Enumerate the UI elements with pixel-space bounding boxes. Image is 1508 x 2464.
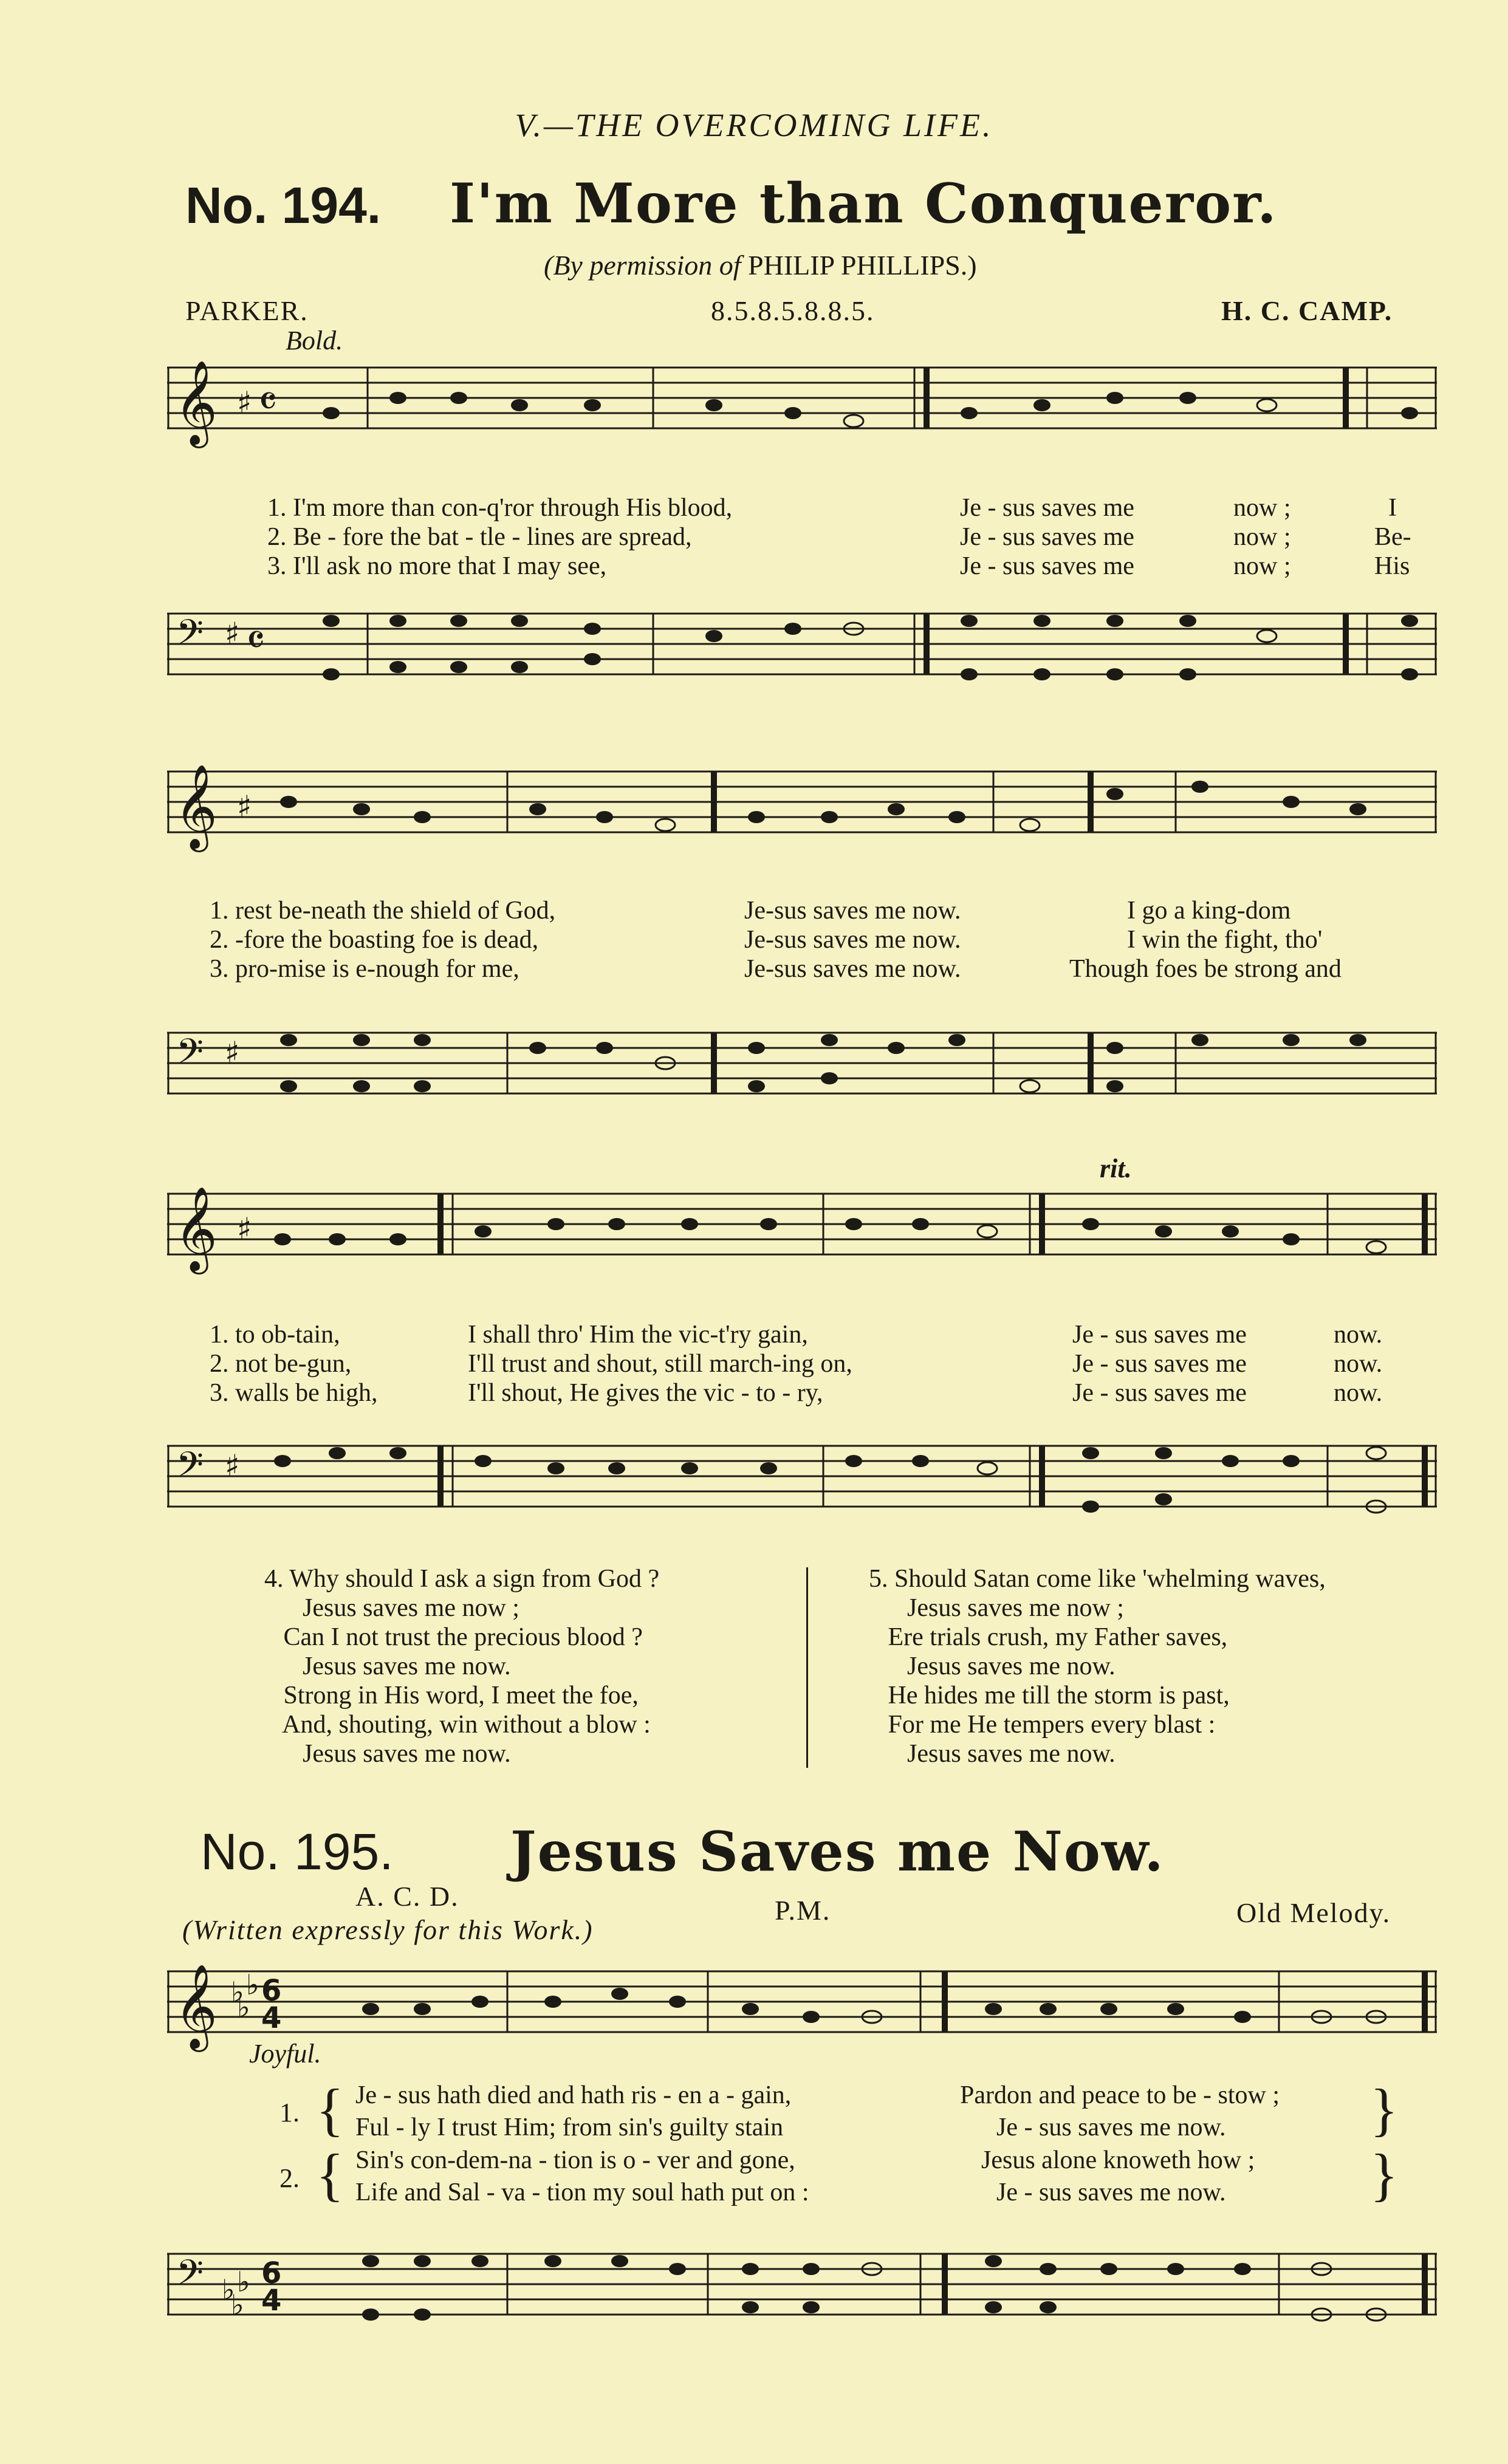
staff-194-s1-bass bbox=[167, 601, 1449, 693]
svg-text:6: 6 bbox=[261, 2256, 282, 2290]
lyric-194-s3-l1d: now. bbox=[1334, 1321, 1383, 1349]
lyric-194-s3-l2a: 2. not be-gun, bbox=[210, 1350, 352, 1378]
staff-195-treble bbox=[167, 1959, 1449, 2050]
permission-name: PHILIP PHILLIPS.) bbox=[748, 250, 977, 281]
lyric-194-s2-l1a: 1. rest be-neath the shield of God, bbox=[210, 897, 556, 925]
svg-text:♯: ♯ bbox=[225, 616, 240, 651]
lyric-194-s2-l3a: 3. pro-mise is e-nough for me, bbox=[210, 955, 519, 983]
lyric-194-s1-l2a: 2. Be - fore the bat - tle - lines are spread, bbox=[267, 523, 692, 551]
staff-194-s3-treble bbox=[167, 1182, 1449, 1273]
lyric-194-s2-l2a: 2. -fore the boasting foe is dead, bbox=[210, 926, 539, 954]
staff-194-s1-treble bbox=[167, 355, 1449, 447]
svg-text:4: 4 bbox=[261, 2284, 282, 2318]
lyric-195-l3a: Sin's con-dem-na - tion is o - ver and gone, bbox=[355, 2146, 795, 2174]
lyric-195-l3b: Jesus alone knoweth how ; bbox=[981, 2146, 1255, 2174]
lyric-194-s2-l1b: Je-sus saves me now. bbox=[744, 897, 961, 925]
svg-text:4: 4 bbox=[261, 2001, 282, 2035]
svg-text:♭: ♭ bbox=[231, 1976, 244, 2008]
lyric-194-s3-l3d: now. bbox=[1334, 1379, 1383, 1407]
lyric-194-s3-l2b: I'll trust and shout, still march-ing on, bbox=[468, 1350, 852, 1378]
lyric-194-s2-l2b: Je-sus saves me now. bbox=[744, 926, 961, 954]
lyric-194-s2-l3c: Though foes be strong and bbox=[1069, 955, 1342, 983]
svg-text:♭: ♭ bbox=[222, 2273, 235, 2306]
lyric-194-s2-l1c: I go a king-dom bbox=[1127, 897, 1291, 925]
lyric-194-s3-l2c: Je - sus saves me bbox=[1072, 1350, 1247, 1378]
svg-text:𝄢: 𝄢 bbox=[176, 2252, 204, 2302]
lyric-194-s1-l3a: 3. I'll ask no more that I may see, bbox=[267, 552, 607, 580]
hymn-194-title: I'm More than Conqueror. bbox=[450, 171, 1278, 236]
brace-195-2: { bbox=[316, 2142, 344, 2207]
lyric-194-s3-l1a: 1. to ob-tain, bbox=[210, 1321, 340, 1349]
svg-text:𝄴: 𝄴 bbox=[246, 615, 266, 665]
staff-194-s2-treble bbox=[167, 759, 1449, 850]
svg-text:𝄞: 𝄞 bbox=[174, 1186, 218, 1271]
lyric-194-s3-l3b: I'll shout, He gives the vic - to - ry, bbox=[468, 1379, 823, 1407]
hymn-195-number: No. 195. bbox=[200, 1823, 394, 1880]
hymn-194-permission bbox=[544, 249, 977, 281]
svg-text:𝄴: 𝄴 bbox=[258, 377, 278, 426]
lyric-194-s3-l3c: Je - sus saves me bbox=[1072, 1379, 1247, 1407]
hymn-195-composer: Old Melody. bbox=[1236, 1897, 1391, 1928]
svg-text:♯: ♯ bbox=[237, 385, 252, 420]
hymn-195-tempo: Joyful. bbox=[249, 2039, 321, 2069]
verse-divider bbox=[806, 1567, 808, 1768]
lyric-194-s2-l3b: Je-sus saves me now. bbox=[744, 955, 961, 983]
lyric-194-s3-l1b: I shall thro' Him the vic-t'ry gain, bbox=[468, 1321, 808, 1349]
svg-text:♭: ♭ bbox=[231, 2288, 244, 2321]
svg-text:♯: ♯ bbox=[225, 1035, 240, 1070]
lyric-194-s2-l2c: I win the fight, tho' bbox=[1127, 926, 1323, 954]
brace-195-1-right: } bbox=[1370, 2077, 1399, 2142]
hymn-195-title: Jesus Saves me Now. bbox=[510, 1819, 1165, 1884]
lyric-194-s1-l2c: now ; bbox=[1233, 523, 1291, 551]
svg-text:6: 6 bbox=[261, 1974, 282, 2008]
lyric-195-l4a: Life and Sal - va - tion my soul hath put on : bbox=[355, 2178, 809, 2206]
hymn-194-tune: PARKER. bbox=[185, 295, 309, 326]
hymn-194-composer: H. C. CAMP. bbox=[1221, 295, 1393, 326]
lyric-195-l2b: Je - sus saves me now. bbox=[996, 2113, 1226, 2141]
brace-195-1: { bbox=[316, 2077, 344, 2142]
rit-marking: rit. bbox=[1100, 1154, 1132, 1183]
svg-text:♯: ♯ bbox=[225, 1448, 240, 1484]
staff-194-s2-bass bbox=[167, 1021, 1449, 1112]
lyric-195-l4b: Je - sus saves me now. bbox=[996, 2178, 1226, 2206]
hymn-194-tempo: Bold. bbox=[286, 326, 343, 355]
svg-text:𝄢: 𝄢 bbox=[176, 612, 204, 662]
staff-195-bass bbox=[167, 2242, 1449, 2333]
svg-text:♯: ♯ bbox=[237, 1211, 252, 1247]
svg-text:♭: ♭ bbox=[237, 2265, 250, 2298]
verse-195-num-2: 2. bbox=[279, 2163, 300, 2193]
lyric-195-l1b: Pardon and peace to be - stow ; bbox=[960, 2081, 1280, 2109]
verse-195-num-1: 1. bbox=[279, 2098, 300, 2127]
lyric-194-s1-l1c: now ; bbox=[1233, 494, 1291, 522]
svg-text:𝄢: 𝄢 bbox=[176, 1031, 204, 1081]
lyric-194-s3-l2d: now. bbox=[1334, 1350, 1383, 1378]
staff-194-s3-bass bbox=[167, 1434, 1449, 1525]
lyric-194-s1-l1b: Je - sus saves me bbox=[960, 494, 1134, 522]
section-heading: V.—THE OVERCOMING LIFE. bbox=[515, 107, 993, 143]
svg-text:𝄞: 𝄞 bbox=[174, 764, 218, 849]
svg-text:♭: ♭ bbox=[246, 1968, 259, 2001]
svg-text:𝄢: 𝄢 bbox=[176, 1444, 204, 1494]
svg-text:♭: ♭ bbox=[237, 1991, 250, 2024]
hymn-195-meter: P.M. bbox=[775, 1895, 831, 1926]
hymn-194-number: No. 194. bbox=[185, 177, 382, 234]
lyric-194-s3-l1c: Je - sus saves me bbox=[1072, 1321, 1247, 1349]
verse-4: 4. Why should I ask a sign from God ? Jesus saves me now ; Can I not trust the precious blood ? Jesus saves me now. Strong in His word, I meet the foe, And, shouting, win without a blow : Jesus saves me now. bbox=[264, 1565, 660, 1768]
hymn-195-written: (Written expressly for this Work.) bbox=[182, 1914, 594, 1945]
lyric-195-l1a: Je - sus hath died and hath ris - en a - gain, bbox=[355, 2081, 792, 2109]
lyric-194-s1-l1d: I bbox=[1388, 494, 1397, 522]
lyric-195-l2a: Ful - ly I trust Him; from sin's guilty stain bbox=[355, 2113, 784, 2141]
lyric-194-s1-l1a: 1. I'm more than con-q'ror through His blood, bbox=[267, 494, 733, 522]
lyric-194-s1-l3d: His bbox=[1374, 552, 1410, 580]
lyric-194-s1-l2d: Be- bbox=[1374, 523, 1411, 551]
svg-text:𝄞: 𝄞 bbox=[174, 1964, 218, 2048]
lyric-194-s1-l3b: Je - sus saves me bbox=[960, 552, 1134, 580]
verse-5: 5. Should Satan come like 'whelming waves, Jesus saves me now ; Ere trials crush, my Father saves, Jesus saves me now. He hides me till the storm is past, For me He tempers every blast : Jesus saves me now. bbox=[869, 1565, 1326, 1768]
lyric-194-s3-l3a: 3. walls be high, bbox=[210, 1379, 378, 1407]
lyric-194-s1-l2b: Je - sus saves me bbox=[960, 523, 1134, 551]
brace-195-2-right: } bbox=[1370, 2142, 1399, 2207]
hymn-194-meter: 8.5.8.5.8.8.5. bbox=[711, 295, 875, 326]
svg-text:𝄞: 𝄞 bbox=[174, 360, 218, 445]
permission-prefix: (By permission of bbox=[544, 250, 741, 281]
svg-text:♯: ♯ bbox=[237, 789, 252, 824]
lyric-194-s1-l3c: now ; bbox=[1233, 552, 1291, 580]
hymn-195-author: A. C. D. bbox=[355, 1881, 459, 1912]
